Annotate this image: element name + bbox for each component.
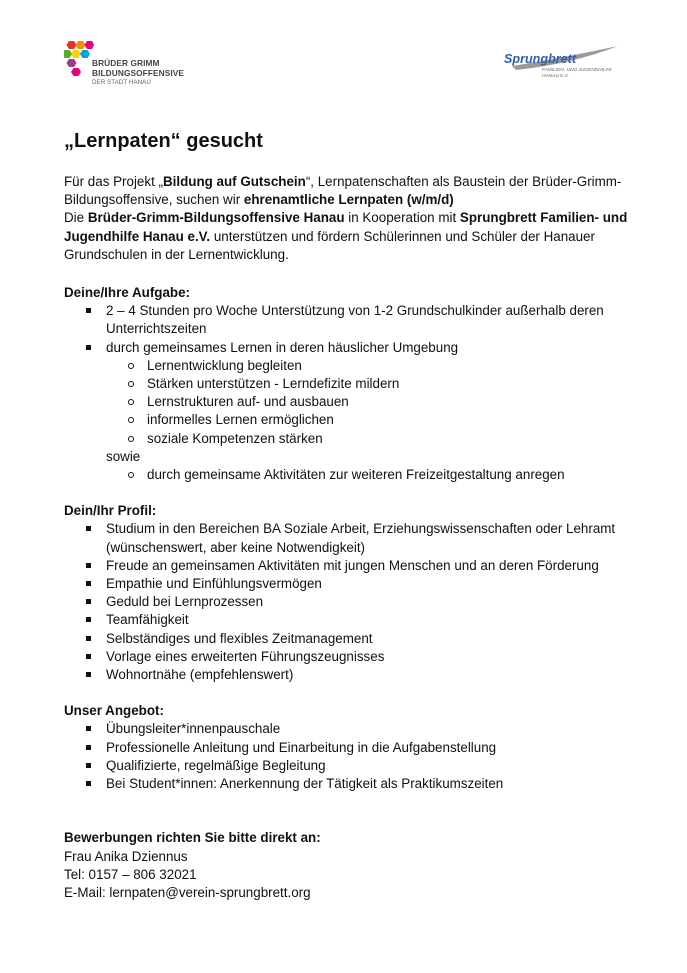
list-item: durch gemeinsame Aktivitäten zur weiteren Freizeitgestaltung anregen [106,466,634,484]
section-heading-angebot: Unser Angebot: [64,703,164,719]
logo-line-1: BRÜDER GRIMM [92,58,160,68]
list-item: Qualifizierte, regelmäßige Begleitung [64,757,634,775]
list-item-text: durch gemeinsames Lernen in deren häuslicher Umgebung [106,339,459,355]
section-heading-aufgabe: Deine/Ihre Aufgabe: [64,285,190,301]
intro-paragraph-1 [64,173,634,209]
org-name-1: Brüder-Grimm-Bildungsoffensive Hanau [87,210,345,226]
intro-text: unterstützen und fördern Schülerinnen und Schüler der Hanauer Grundschulen in der Lernentwicklung. [64,228,595,262]
list-item: Geduld bei Lernprozessen [64,593,634,611]
list-item: soziale Kompetenzen stärken [106,430,634,448]
intro-paragraph-2 [64,209,634,264]
list-item: Übungsleiter*innenpauschale [64,720,634,738]
sprungbrett-brand: Sprungbrett [504,52,577,66]
contact-heading: Bewerbungen richten Sie bitte direkt an: [64,830,321,846]
aufgabe-list [64,302,634,357]
intro-text: Für das Projekt „ [64,174,163,189]
list-item [64,339,634,357]
list-item: Studium in den Bereichen BA Soziale Arbeit, Erziehungswissenschaften oder Lehramt (wünschenswert, aber keine Notwendigkeit) [64,520,634,556]
list-item: 2 – 4 Stunden pro Woche Unterstützung von 1-2 Grundschulkinder außerhalb deren Unterrichtszeiten [64,302,634,338]
logo-line-2: BILDUNGSOFFENSIVE [92,67,185,78]
contact-email: E-Mail: lernpaten@verein-sprungbrett.org [64,884,311,900]
list-item: Wohnortnähe (empfehlenswert) [64,666,634,684]
sowie-text: sowie [106,448,141,464]
page-title: „Lernpaten“ gesucht [64,130,263,152]
logo-line-3: DER STADT HANAU [92,79,151,86]
role-name: ehrenamtliche Lernpaten (w/m/d) [243,192,454,208]
list-item: Vorlage eines erweiterten Führungszeugnisses [64,648,634,666]
list-item: Professionelle Anleitung und Einarbeitung in die Aufgabenstellung [64,739,634,757]
angebot-list [64,720,634,793]
intro-text: Die [64,210,88,226]
intro-text: “, Lernpatenschaften als Baustein der Brüder-Grimm-Bildungsoffensive, suchen wir [64,174,622,208]
list-item: informelles Lernen ermöglichen [106,411,634,429]
list-item: Empathie und Einfühlungsvermögen [64,575,634,593]
contact-phone: Tel: 0157 – 806 32021 [64,866,197,882]
list-item: Stärken unterstützen - Lerndefizite mildern [106,375,634,393]
sprungbrett-subtitle: FAMILIEN- UND JUGENDHILFE HANAU E.V. [542,68,612,79]
list-item: Freude an gemeinsamen Aktivitäten mit jungen Menschen und an deren Förderung [64,557,634,575]
bruder-grimm-logo [64,41,194,97]
list-item: Lernentwicklung begleiten [106,357,634,375]
document-body [64,173,634,902]
list-item: Lernstrukturen auf- und ausbauen [106,393,634,411]
list-item: Bei Student*innen: Anerkennung der Tätigkeit als Praktikumszeiten [64,775,634,793]
sprungbrett-logo [502,44,620,92]
list-item: Teamfähigkeit [64,611,634,629]
hexagon-logo-icon [64,41,94,79]
contact-name: Frau Anika Dziennus [64,848,188,864]
aufgabe-sublist [64,357,634,448]
intro-text: in Kooperation mit [344,210,460,226]
section-heading-profil: Dein/Ihr Profil: [64,503,157,519]
org-name-2: Sprungbrett Familien- und Jugendhilfe Hanau e.V. [64,210,628,244]
profil-list [64,520,634,684]
list-item: Selbständiges und flexibles Zeitmanagement [64,630,634,648]
project-name: Bildung auf Gutschein [162,174,306,189]
aufgabe-sublist-2 [64,466,634,484]
